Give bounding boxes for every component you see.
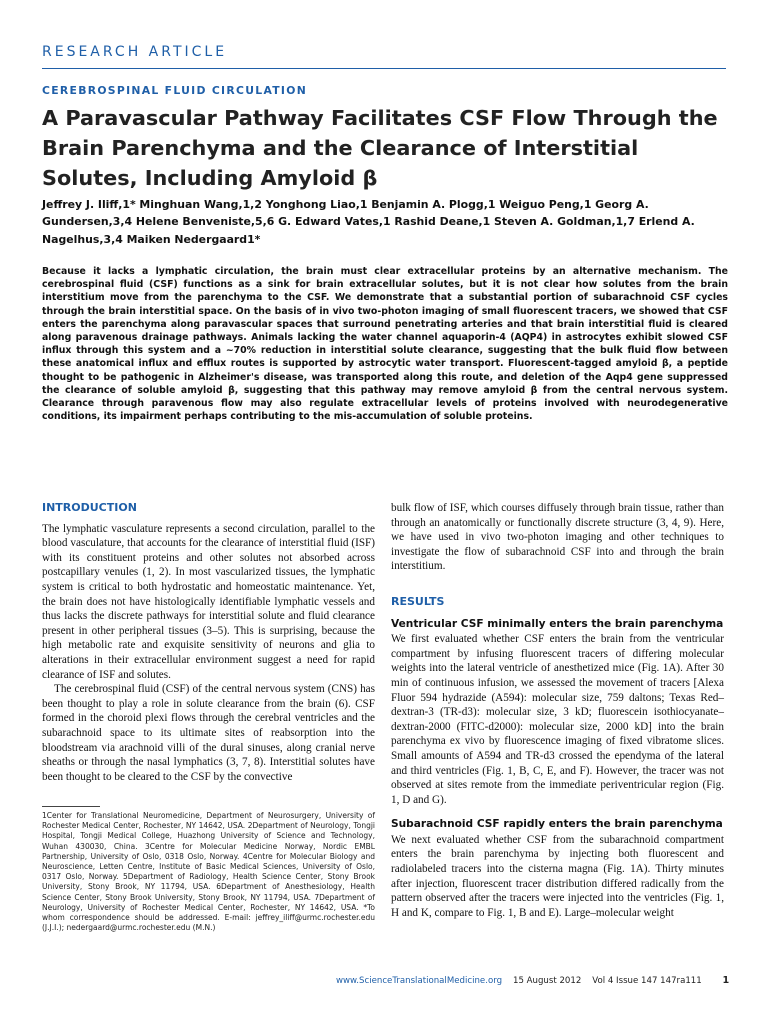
publication-date: 15 August 2012 [512,976,582,986]
article-title: A Paravascular Pathway Facilitates CSF Flow Through the Brain Parenchyma and the Clearance of Interstitial Solutes, Including Amyloid β [42,106,718,190]
intro-continuation: bulk flow of ISF, which courses diffusely through brain tissue, rather than through an anatomically or functionally discrete structure (3, 4, 9). Here, we have used in vivo two-photon imaging and other techniques to investigate the flow of subarachnoid CSF into and through the brain interstitium. [391,502,724,573]
intro-paragraph-1: The lymphatic vasculature represents a second circulation, parallel to the blood vasculature, that accounts for the clearance of interstitial fluid (ISF) with its constituent proteins and other solutes not absorbed across postcapillary venules (1, 2). In most vascularized tissues, the lymphatic system is critical to both hydrostatic and homeostatic maintenance. Yet, the brain does not have histologically identifiable lymphatic vessels and thus lacks the discrete pathways for interstitial solute and fluid clearance present in other peripheral tissues (3–5). This is surprising, because the high metabolic rate and exquisite sensitivity of neurons and glia to alterations in their extracellular environment suggest a need for rapid clearance of ISF and solutes. [42,522,375,681]
results-heading: RESULTS [391,594,445,608]
right-column [391,501,724,920]
abstract: Because it lacks a lymphatic circulation, the brain must clear extracellular proteins by an alternative mechanism. The cerebrospinal fluid (CSF) functions as a sink for brain extracellular solutes, but it is not clear how solutes from the brain interstitium move from the parenchyma to the CSF. We demonstrate that a substantial portion of subarachnoid CSF cycles through the brain interstitial space. On the basis of in vivo two-photon imaging of small fluorescent tracers, we showed that CSF enters the parenchyma along paravascular spaces that surround penetrating arteries and that brain interstitial fluid is cleared along paravenous drainage pathways. Animals lacking the water channel aquaporin-4 (AQP4) in astrocytes exhibit slowed CSF influx through this system and a ~70% reduction in interstitial solute clearance, suggesting that the bulk fluid flow between these anatomical influx and efflux routes is supported by astrocytic water transport. Fluorescent-tagged amyloid β, a peptide thought to be pathogenic in Alzheimer's disease, was transported along this route, and deletion of the Aqp4 gene suppressed the clearance of soluble amyloid β, suggesting that this pathway may remove amyloid β from the central nervous system. Clearance through paravenous flow may also regulate extracellular levels of proteins involved with neurodegenerative conditions, its impairment perhaps contributing to the mis-accumulation of soluble proteins. [42,266,728,423]
page-number: 1 [722,975,730,986]
volume-issue: Vol 4 Issue 147 147ra111 [592,976,702,986]
header-divider [42,68,726,69]
page-footer [336,975,730,986]
footnote-divider [42,806,100,807]
journal-section-label: RESEARCH ARTICLE [42,44,228,60]
affiliations-footnote: 1Center for Translational Neuromedicine, Department of Neurosurgery, University of Rochester Medical Center, Rochester, NY 14642, USA. 2Department of Neurology, Tongji Hospital, Tongji Medical College, Huazhong University of Science and Technology, Wuhan 430030, China. 3Centre for Molecular Medicine Norway, Nordic EMBL Partnership, University of Oslo, 0318 Oslo, Norway. 4Centre for Molecular Biology and Neuroscience, Letten Centre, Institute of Basic Medical Sciences, University of Oslo, 0317 Oslo, Norway. 5Department of Radiology, Health Science Center, Stony Brook University, Stony Brook, NY 11794, USA. 6Department of Anesthesiology, Health Science Center, Stony Brook University, Stony Brook, NY 11794, USA. 7Department of Neurology, University of Rochester Medical Center, Rochester, NY 14642, USA. *To whom correspondence should be addressed. E-mail: jeffrey_iliff@urmc.rochester.edu (J.J.I.); nedergaard@urmc.rochester.edu (M.N.) [42,811,375,933]
intro-paragraph-2: The cerebrospinal fluid (CSF) of the central nervous system (CNS) has been thought to play a role in solute clearance from the brain (6). CSF formed in the choroid plexi flows through the cerebral ventricles and the subarachnoid space to its ultimate sites of reabsorption into the bloodstream via arachnoid villi of the dural sinuses, along cranial nerve sheaths or through the nasal lymphatics (3, 7, 8). Interstitial solutes have been thought to be cleared to the CSF by the convective [42,683,375,783]
results-paragraph-2: We next evaluated whether CSF from the subarachnoid compartment enters the brain parenchyma by injecting both fluorescent and radiolabeled tracers into the cisterna magna (Fig. 1A). Thirty minutes after injection, fluorescent tracer distribution differed radically from the pattern observed after the tracers were injected into the ventricles (Fig. 1, H and K, compare to Fig. 1, B and E). Large–molecular weight [391,833,724,919]
introduction-heading: INTRODUCTION [42,501,137,514]
author-list: Jeffrey J. Iliff,1* Minghuan Wang,1,2 Yonghong Liao,1 Benjamin A. Plogg,1 Weiguo Peng,1 Georg A. Gundersen,3,4 Helene Benveniste,5,6 G. Edward Vates,1 Rashid Deane,1 Steven A. Goldman,1,7 Erlend A. Nagelhus,3,4 Maiken Nedergaard1* [42,198,695,246]
results-subheading-2: Subarachnoid CSF rapidly enters the brain parenchyma [391,818,723,831]
left-column [42,501,375,784]
journal-url-link[interactable]: www.ScienceTranslationalMedicine.org [336,976,503,986]
results-subheading-1: Ventricular CSF minimally enters the brain parenchyma [391,617,724,630]
results-paragraph-1: We first evaluated whether CSF enters the brain from the ventricular compartment by infusing fluorescent tracers of differing molecular weights into the lateral ventricle of anesthetized mice (Fig. 1A). After 30 min of continuous infusion, we assessed the movement of tracers [Alexa Fluor 594 hydrazide (A594): molecular size, 759 daltons; Texas Red–dextran-3 (TR-d3): molecular size, 3 kD; fluorescein isothiocyanate–dextran-2000 (FITC-d2000): molecular size, 2000 kD] into the brain parenchyma ex vivo by fluorescence imaging of fixed vibratome slices. Small amounts of A594 and TR-d3 crossed the ependyma of the lateral and third ventricles (Fig. 1, B, C, E, and F). However, the tracer was not observed at sites remote from the immediate periventricular region (Fig. 1, D and G). [391,633,724,806]
article-category: CEREBROSPINAL FLUID CIRCULATION [42,84,308,97]
